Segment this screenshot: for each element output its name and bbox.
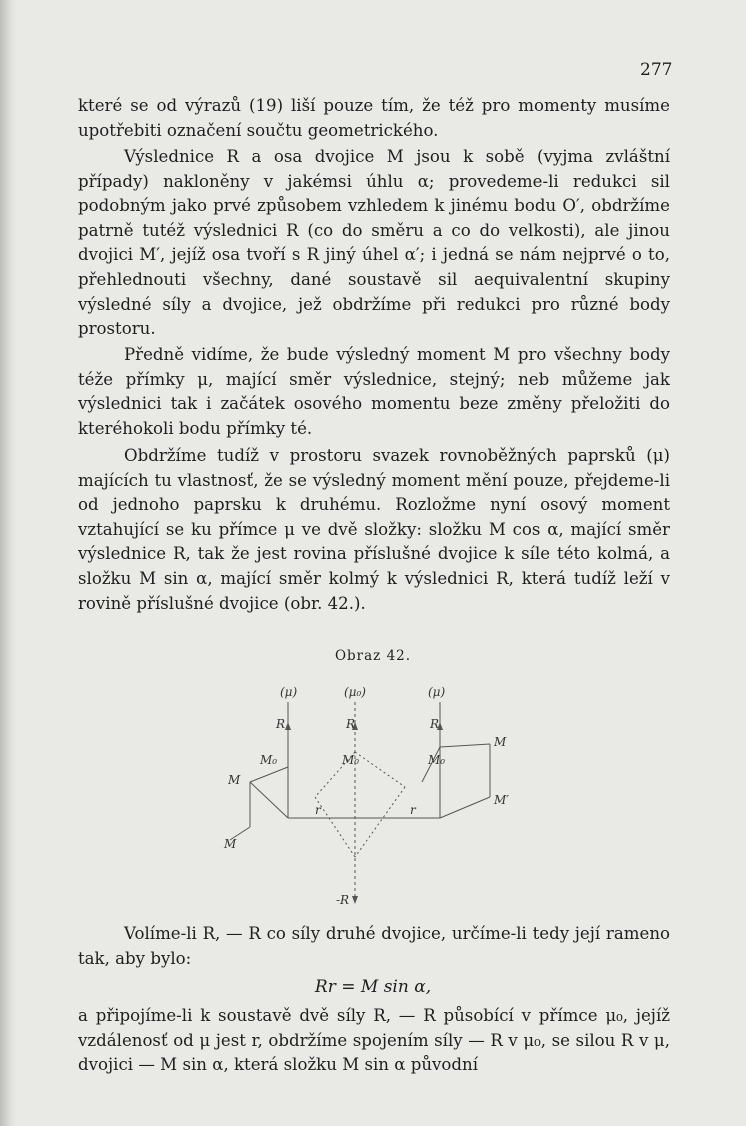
label-r-left: r — [315, 803, 321, 817]
right-lower-link — [440, 797, 490, 818]
label-M-prime-right: M′ — [494, 793, 510, 807]
figure-42-diagram — [200, 672, 560, 922]
label-M-bottom-left: M — [224, 837, 237, 851]
page-number: 277 — [640, 60, 673, 80]
label-mu-right: (μ) — [428, 685, 446, 699]
label-r-right: r — [410, 803, 416, 817]
mid-dash-3 — [355, 787, 405, 857]
book-spine-shadow — [0, 0, 16, 1126]
arrowhead-left-R — [285, 722, 291, 730]
label-M-right-top: M — [494, 735, 507, 749]
mid-dash-4 — [315, 797, 355, 857]
paragraph-1: které se od výrazů (19) liší pouze tím, že též pro momenty musíme upotřebiti označení součtu geometrického. — [78, 96, 670, 140]
figure-caption: Obraz 42. — [334, 648, 412, 664]
label-R-right: R — [430, 717, 440, 731]
label-mu-mid: (μ₀) — [344, 685, 366, 699]
paragraph-4: Obdržíme tudíž v prostoru svazek rovnoběžných paprsků (μ) majících tu vlastnosť, že se výsledný moment mění pouze, přejdeme-li od jednoho paprsku k druhému. Rozložme nyní osový moment vztahující se ku přímce μ ve dvě složky: složku M cos α, mající směr výslednice R, tak že jest rovina příslušné dvojice k síle této kolmá, a složku M sin α, mající směr kolmý k výslednici R, která tudíž leží v rovině příslušné dvojice (obr. 42.). — [78, 446, 670, 613]
paragraph-5: Volíme-li R, — R co síly druhé dvojice, určíme-li tedy její rameno tak, aby bylo: — [78, 924, 670, 968]
label-mu-left: (μ) — [280, 685, 298, 699]
label-M-left: M — [228, 773, 241, 787]
equation: Rr = M sin α, — [314, 977, 432, 997]
right-top-link — [440, 744, 490, 747]
label-M0-left: M₀ — [260, 753, 278, 767]
mid-dash-1 — [355, 752, 405, 787]
left-diagonal-upper — [250, 782, 288, 818]
arrowhead-minus-R — [352, 896, 358, 904]
paragraph-3: Předně vidíme, že bude výsledný moment M pro všechny body téže přímky μ, mající směr výslednice, stejný; neb můžeme jak výslednici tak i začátek osového momentu beze změny přeložiti do kteréhokoli bodu přímky té. — [78, 345, 670, 438]
label-M0-mid: M₀ — [342, 753, 360, 767]
paragraph-2: Výslednice R a osa dvojice M jsou k sobě (vyjma zvláštní případy) nakloněny v jakémsi úhlu α; provedeme-li redukci sil podobným jako prvé způsobem vzhledem k jinému bodu O′, obdržíme patrně tutéž výslednici R (co do směru a co do velkosti), ale jinou dvojici M′, jejíž osa tvoří s R jiný úhel α′; i jedná se nám nejprvé o to, přehlednouti všechny, dané soustavě sil aequivalentní skupiny výsledné síly a dvojice, jež obdržíme při redukci pro různé body prostoru. — [78, 147, 670, 339]
label-M0-right: M₀ — [428, 753, 446, 767]
label-R-mid: R — [346, 717, 356, 731]
paragraph-6: a připojíme-li k soustavě dvě síly R, — R působící v přímce μ₀, jejíž vzdálenosť od μ jest r, obdržíme spojením síly — R v μ₀, se silou R v μ, dvojici — M sin α, která složku M sin α původní — [78, 1006, 670, 1075]
label-minus-R: -R — [336, 893, 350, 907]
label-R-left: R — [276, 717, 286, 731]
left-top-link — [250, 767, 288, 782]
